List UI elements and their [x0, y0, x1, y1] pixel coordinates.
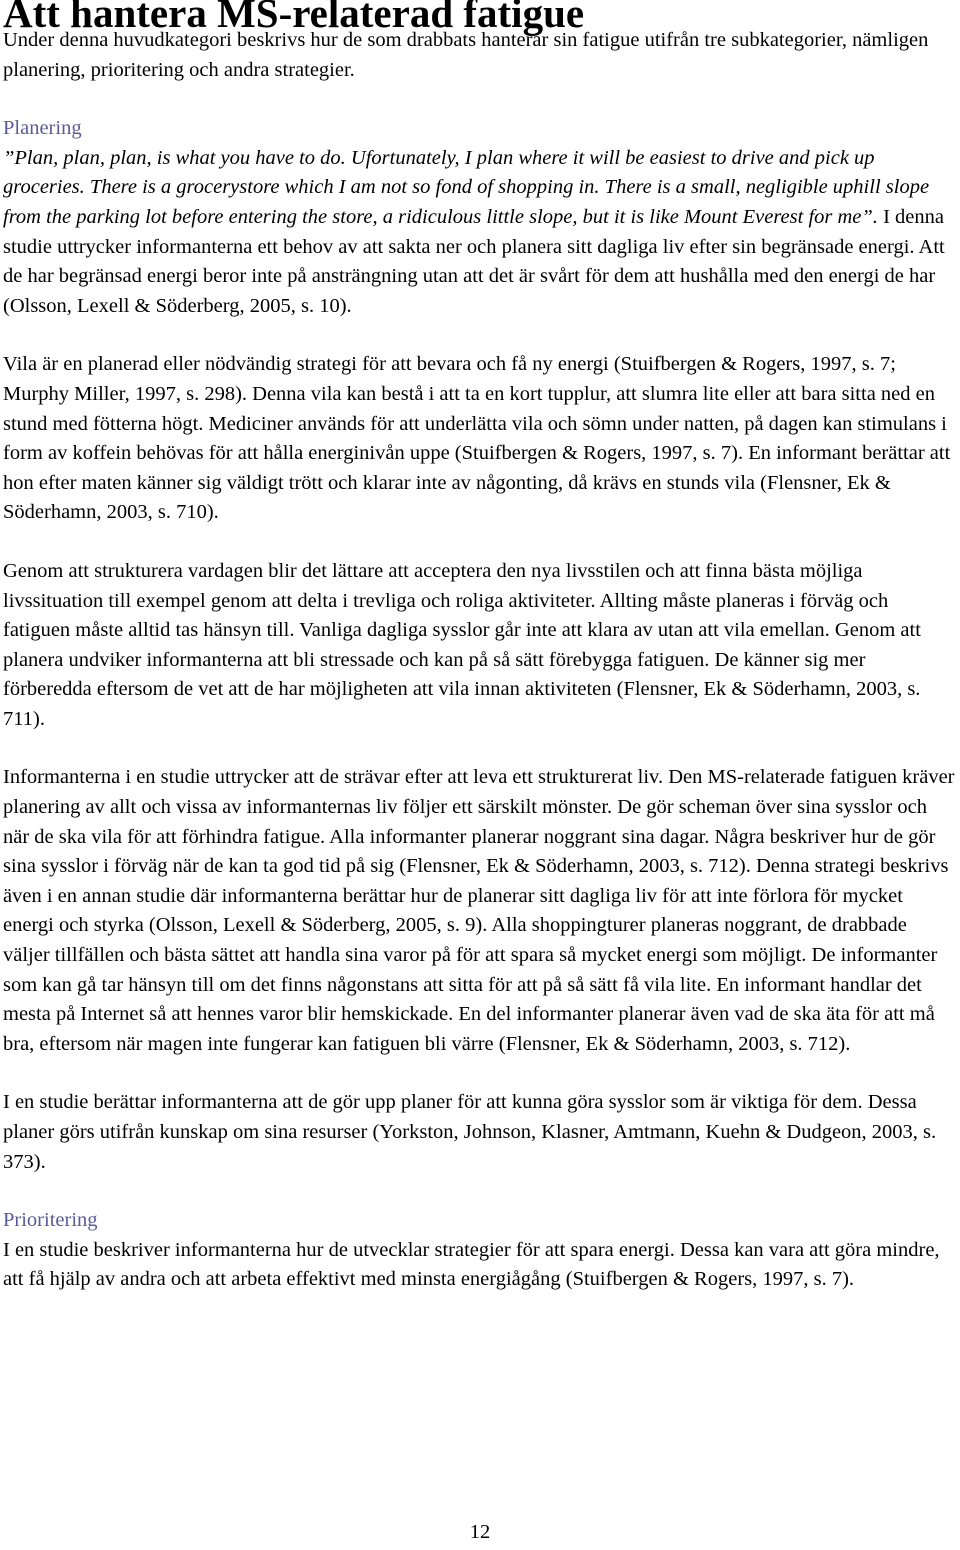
body-paragraph: Genom att strukturera vardagen blir det lättare att acceptera den nya livsstilen och att finna bästa möjliga livssituation till exempel genom att delta i trevliga och roliga aktiviteter. Allting måste planeras i förväg och fatiguen måste alltid tas hänsyn till. Vanliga dagliga sysslor går inte att klara av utan att vila emellan. Genom att planera undviker informanterna att bli stressade och kan på så sätt förebygga fatiguen. De känner sig mer förberedda eftersom de vet att de har möjligheten att vila innan aktiviteten (Flensner, Ek & Söderhamn, 2003, s. 711). [3, 559, 921, 730]
quote-paragraph [3, 144, 955, 322]
informant-quote: ”Plan, plan, plan, is what you have to do. Ufortunately, I plan where it will be easiest to drive and pick up groceries. There is a grocerystore which I am not so fond of shopping in. There is a small, negligible uphill slope from the parking lot before entering the store, a ridiculous little slope, but it is like Mount Everest for me”. [3, 146, 930, 228]
body-paragraph: I en studie berättar informanterna att de gör upp planer för att kunna göra sysslor som är viktiga för dem. Dessa planer görs utifrån kunskap om sina resurser (Yorkston, Johnson, Klasner, Amtmann, Kuehn & Dudgeon, 2003, s. 373). [3, 1091, 937, 1173]
subheading-planering: Planering [3, 117, 82, 140]
page-number: 12 [469, 1521, 491, 1543]
body-paragraph: Vila är en planerad eller nödvändig strategi för att bevara och få ny energi (Stuifbergen & Rogers, 1997, s. 7; Murphy Miller, 1997, s. 298). Denna vila kan bestå i att ta en kort tupplur, att slumra lite eller att bara sitta ned en stund med fötterna högt. Mediciner används för att underlätta vila och sömn under natten, på dagen kan stimulans i form av koffein behövas för att hålla energinivån uppe (Stuifbergen & Rogers, 1997, s. 7). En informant berättar att hon efter maten känner sig väldigt trött och klarar inte av någonting, då krävs en stunds vila (Flensner, Ek & Söderhamn, 2003, s. 710). [3, 353, 951, 524]
intro-paragraph: Under denna huvudkategori beskrivs hur de som drabbats hanterar sin fatigue utifrån tre subkategorier, nämligen planering, prioritering och andra strategier. [3, 29, 929, 81]
section-heading: Att hantera MS-relaterad fatigue [3, 0, 585, 36]
document-page [3, 0, 955, 1295]
paragraph-gap [3, 1177, 955, 1206]
body-paragraph: I en studie beskriver informanterna hur de utvecklar strategier för att spara energi. Dessa kan vara att göra mindre, att få hjälp av andra och att arbeta effektivt med minsta energiågång (Stuifbergen & Rogers, 1997, s. 7). [3, 1238, 940, 1291]
paragraph-gap [3, 1059, 955, 1088]
paragraph-gap [3, 321, 955, 350]
body-paragraph: Informanterna i en studie uttrycker att de strävar efter att leva ett strukturerat liv. Den MS-relaterade fatiguen kräver planering av allt och vissa av informanternas liv följer ett särskilt mönster. De gör scheman över sina sysslor och när de ska vila för att förhindra fatigue. Alla informanter planerar noggrant sina dagar. Några beskriver hur de gör sina sysslor i förväg när de kan ta god tid på sig (Flensner, Ek & Söderhamn, 2003, s. 712). Denna strategi beskrivs även i en annan studie där informanterna berättar hur de planerar sitt dagliga liv för att inte förlora för mycket energi och styrka (Olsson, Lexell & Söderberg, 2005, s. 9). Alla shoppingturer planeras noggrant, de drabbade väljer tillfällen och bästa sättet att handla sina varor på för att spara så mycket energi som möjligt. De informanter som kan gå tar hänsyn till om det finns någonstans att sitta för att på så sätt få vila lite. En informant handlar det mesta på Internet så att hennes varor blir hemskickade. En del informanter planerar även vad de ska äta för att må bra, eftersom när magen inte fungerar kan fatiguen bli värre (Flensner, Ek & Söderhamn, 2003, s. 712). [3, 766, 955, 1055]
quote-followup: I denna studie uttrycker informanterna ett behov av att sakta ner och planera sitt dagliga liv efter sin begränsade energi. Att de har begränsad energi beror inte på ansträngning utan att det är svårt för dem att hushålla med den energi de har (Olsson, Lexell & Söderberg, 2005, s. 10). [3, 205, 945, 317]
paragraph-gap [3, 734, 955, 763]
subheading-prioritering: Prioritering [3, 1209, 98, 1232]
paragraph-gap [3, 528, 955, 557]
paragraph-gap [3, 85, 955, 114]
